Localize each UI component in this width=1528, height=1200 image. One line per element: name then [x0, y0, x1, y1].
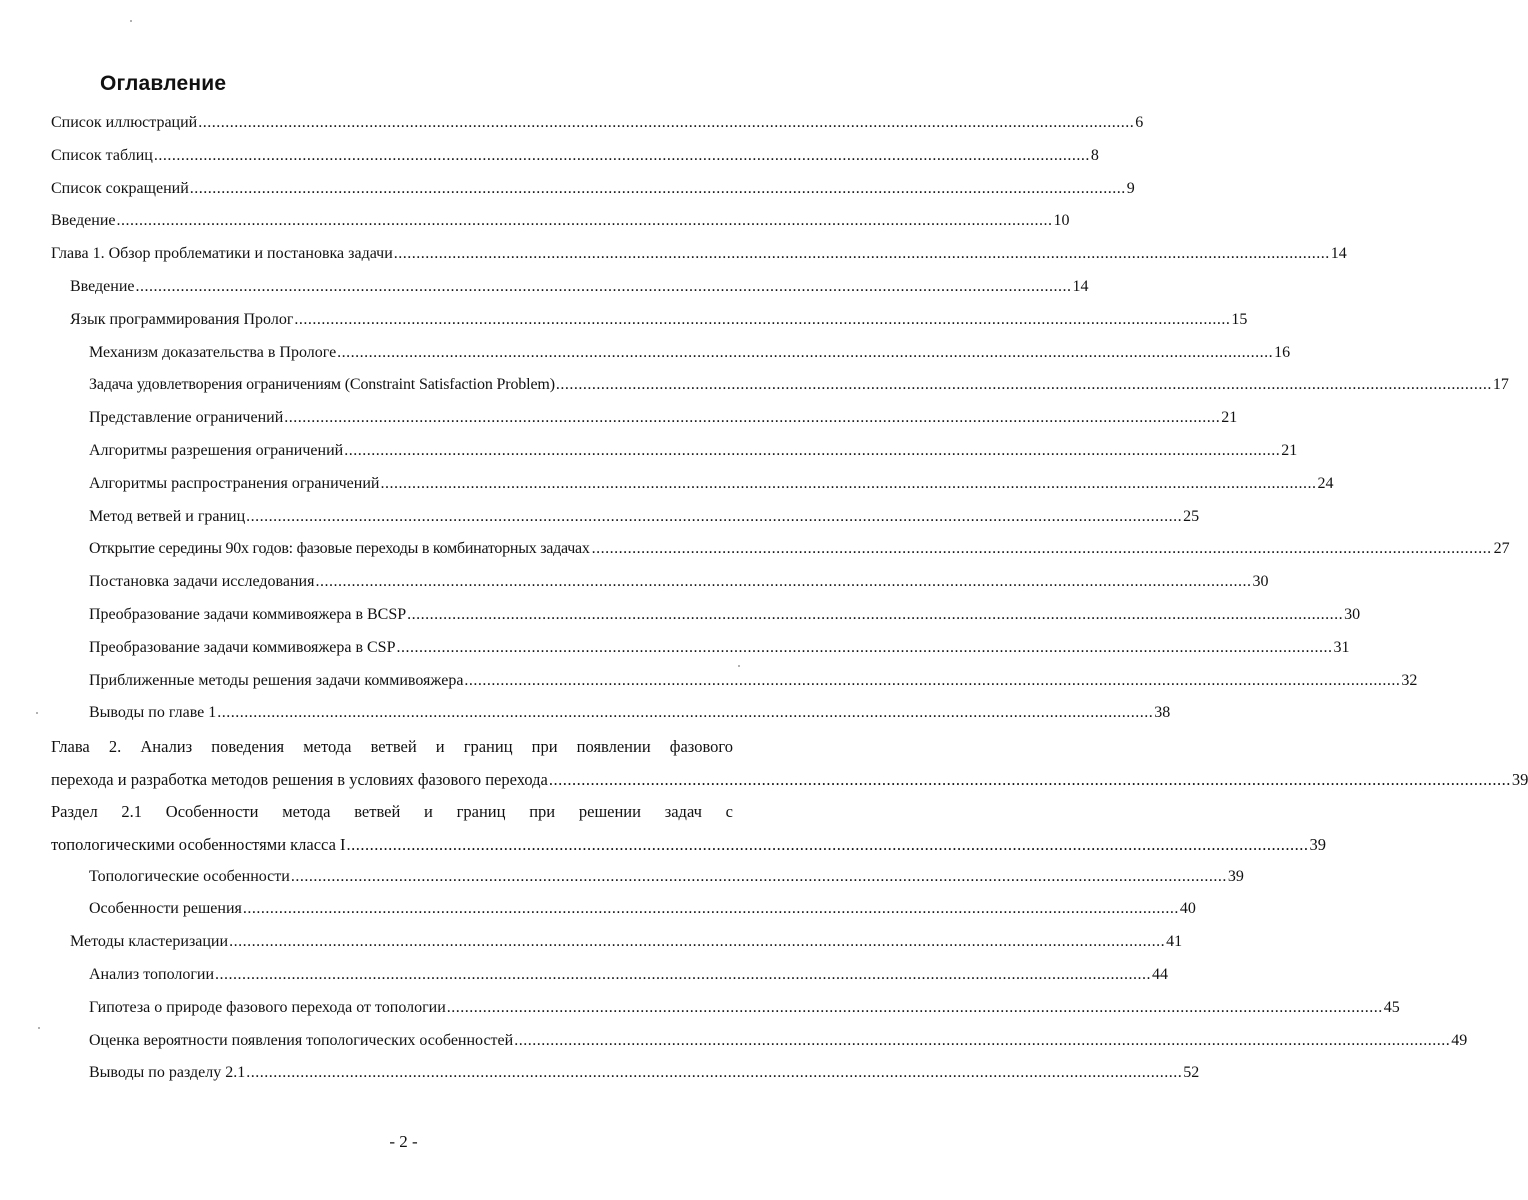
- toc-entry-page: 14: [1330, 245, 1347, 262]
- toc-entry-text: Алгоритмы распространения ограничений: [89, 475, 380, 492]
- toc-entry[interactable]: [51, 180, 1135, 198]
- toc-leader: ................................................................................................................................................................................................................: [217, 704, 1154, 721]
- toc-entry[interactable]: [51, 245, 1347, 263]
- toc-leader: ................................................................................................................................................................................................................: [294, 311, 1231, 328]
- toc-entry-text: перехода и разработка методов решения в условиях фазового перехода: [51, 770, 548, 789]
- toc-entry-text: Список иллюстраций: [51, 114, 198, 131]
- toc-leader: ........................................................................................................................................................................................................: [591, 540, 1492, 557]
- toc-entry[interactable]: [89, 573, 1269, 591]
- toc-leader: ................................................................................................................................................................................................................: [344, 442, 1281, 459]
- toc-leader: ................................................................................................................................................................................................................: [284, 409, 1221, 426]
- toc-leader: ................................................................................................................................................................................................................: [393, 245, 1330, 262]
- toc-entry[interactable]: [89, 508, 1200, 526]
- toc-leader: ................................................................................................................................................................................................................: [135, 278, 1072, 295]
- toc-entry-text: Топологические особенности: [89, 868, 290, 885]
- toc-entry[interactable]: [51, 147, 1099, 165]
- toc-leader: ................................................................................................................................................................................................................: [189, 180, 1126, 197]
- toc-entry-text: Гипотеза о природе фазового перехода от топологии: [89, 999, 446, 1016]
- toc-leader: ................................................................................................................................................................................................................: [246, 508, 1183, 525]
- scan-speck: [36, 712, 38, 714]
- toc-entry-text: Оценка вероятности появления топологических особенностей: [89, 1032, 514, 1049]
- toc-entry[interactable]: [89, 999, 1400, 1017]
- toc-entry-text: Особенности решения: [89, 900, 242, 917]
- toc-entry[interactable]: [89, 1032, 1468, 1050]
- toc-entry-text: Анализ топологии: [89, 966, 215, 983]
- toc-leader: ................................................................................................................................................................................................................: [446, 999, 1383, 1016]
- toc-entry-page: 52: [1183, 1064, 1200, 1081]
- toc-entry-page: 30: [1344, 606, 1361, 623]
- toc-leader: ................................................................................................................................................................................................................: [198, 114, 1135, 131]
- toc-leader: ................................................................................................................................................................................................................: [396, 639, 1333, 656]
- toc-entry-text: Задача удовлетворения ограничениям (Constraint Satisfaction Problem): [89, 376, 555, 393]
- toc-entry-page: 27: [1493, 540, 1510, 557]
- toc-entry-page: 41: [1166, 933, 1183, 950]
- toc-entry-text: Представление ограничений: [89, 409, 284, 426]
- toc-leader: ................................................................................................................................................................................................................: [215, 966, 1152, 983]
- toc-entry-text: Выводы по главе 1: [89, 704, 217, 721]
- toc-leader: ................................................................................................................................................................................................................: [337, 344, 1274, 361]
- toc-entry[interactable]: [89, 344, 1291, 362]
- toc-entry[interactable]: [70, 278, 1089, 296]
- toc-entry-page: 21: [1281, 442, 1298, 459]
- toc-entry-page: 44: [1152, 966, 1169, 983]
- toc-entry[interactable]: [89, 966, 1169, 984]
- toc-leader: ................................................................................................................................................................................................................: [246, 1064, 1183, 1081]
- toc-entry-text: Введение: [51, 212, 116, 229]
- toc-entry-text: Список сокращений: [51, 180, 189, 197]
- toc-entry[interactable]: [89, 606, 1361, 624]
- toc-entry-page: 38: [1154, 704, 1171, 721]
- toc-entry[interactable]: [89, 868, 1244, 886]
- toc-entry-page: 39: [1227, 868, 1244, 885]
- toc-entry-page: 32: [1401, 672, 1418, 689]
- toc-entry-text: Глава 1. Обзор проблематики и постановка задачи: [51, 245, 393, 262]
- toc-entry-text: Постановка задачи исследования: [89, 573, 315, 590]
- toc-leader: ................................................................................................................................................................................................................: [315, 573, 1252, 590]
- toc-entry[interactable]: [89, 442, 1298, 460]
- toc-entry-page: 14: [1072, 278, 1089, 295]
- toc-entry-page: 30: [1252, 573, 1269, 590]
- toc-entry-text: Список таблиц: [51, 147, 153, 164]
- toc-leader: ................................................................................................................................................................................................................: [380, 475, 1317, 492]
- toc-entry-page: 16: [1274, 344, 1291, 361]
- toc-entry[interactable]: [89, 376, 1509, 394]
- toc-entry-text: Открытие середины 90х годов: фазовые переходы в комбинаторных задачах: [89, 540, 590, 557]
- toc-entry-text: Методы кластеризации: [70, 933, 229, 950]
- toc-entry[interactable]: [70, 311, 1248, 329]
- toc-leader: ................................................................................................................................................................................................................: [242, 900, 1179, 917]
- toc-entry-page: 24: [1317, 475, 1334, 492]
- toc-entry-text: Язык программирования Пролог: [70, 311, 294, 328]
- toc-leader: ................................................................................................................................................................................................................: [464, 672, 1401, 689]
- toc-entry[interactable]: [89, 704, 1171, 722]
- toc-entry-page: 17: [1492, 376, 1509, 393]
- toc-entry-text: Алгоритмы разрешения ограничений: [89, 442, 344, 459]
- toc-entry-text: Выводы по разделу 2.1: [89, 1064, 246, 1081]
- toc-leader: ................................................................................................................................................................................................................: [290, 868, 1227, 885]
- toc-entry-line2: [51, 770, 1528, 790]
- toc-entry-page: 8: [1090, 147, 1099, 164]
- toc-leader: ................................................................................................................................................................................................................: [407, 606, 1344, 623]
- toc-leader: ................................................................................................................................................................................................................: [548, 770, 1511, 789]
- toc-leader: ................................................................................................................................................................................................................: [514, 1032, 1451, 1049]
- toc-entry-page: 39: [1511, 770, 1528, 789]
- toc-entry[interactable]: [70, 933, 1183, 951]
- toc-entry[interactable]: [51, 114, 1144, 132]
- toc-entry-page: 15: [1231, 311, 1248, 328]
- scan-speck: [738, 665, 740, 667]
- toc-entry-line2: [51, 835, 1327, 855]
- toc-entry[interactable]: [51, 212, 1070, 230]
- scan-speck: [130, 20, 132, 22]
- toc-entry[interactable]: [89, 475, 1334, 493]
- toc-entry-page: 10: [1053, 212, 1070, 229]
- scan-speck: [38, 1027, 40, 1029]
- toc-entry-page: 31: [1333, 639, 1350, 656]
- toc-leader: ................................................................................................................................................................................................................: [153, 147, 1090, 164]
- toc-entry-text: Механизм доказательства в Прологе: [89, 344, 337, 361]
- toc-entry-text: Преобразование задачи коммивояжера в CSP: [89, 639, 396, 656]
- toc-entry-page: 21: [1221, 409, 1238, 426]
- toc-entry[interactable]: [89, 409, 1238, 427]
- toc-entry-page: 39: [1309, 835, 1327, 854]
- toc-leader: ................................................................................................................................................................................................................: [555, 376, 1492, 393]
- toc-entry-page: 9: [1126, 180, 1135, 197]
- toc-entry-page: 49: [1451, 1032, 1468, 1049]
- toc-entry-text: Введение: [70, 278, 135, 295]
- toc-entry-text: Преобразование задачи коммивояжера в BCSP: [89, 606, 407, 623]
- toc-entry[interactable]: [89, 672, 1418, 690]
- toc-entry[interactable]: [89, 1064, 1200, 1082]
- toc-entry-page: 6: [1135, 114, 1144, 131]
- toc-entry-line1: Глава 2. Анализ поведения метода ветвей и границ при появлении фазового: [51, 737, 733, 756]
- toc-leader: ................................................................................................................................................................................................................: [229, 933, 1166, 950]
- toc-entry-line1: Раздел 2.1 Особенности метода ветвей и границ при решении задач с: [51, 802, 733, 821]
- toc-entry[interactable]: [89, 639, 1350, 657]
- page-number: - 2 -: [389, 1132, 418, 1151]
- toc-entry-text: Приближенные методы решения задачи коммивояжера: [89, 672, 464, 689]
- toc-entry-text: Метод ветвей и границ: [89, 508, 246, 525]
- toc-entry-page: 45: [1383, 999, 1400, 1016]
- toc-leader: ................................................................................................................................................................................................................: [116, 212, 1053, 229]
- toc-entry[interactable]: [89, 900, 1196, 918]
- toc-entry-page: 25: [1183, 508, 1200, 525]
- toc-entry-page: 40: [1179, 900, 1196, 917]
- toc-title: Оглавление: [100, 72, 227, 95]
- toc-entry[interactable]: [89, 540, 1510, 558]
- toc-entry-text: топологическими особенностями класса I: [51, 835, 346, 854]
- toc-leader: ................................................................................................................................................................................................................: [346, 835, 1309, 854]
